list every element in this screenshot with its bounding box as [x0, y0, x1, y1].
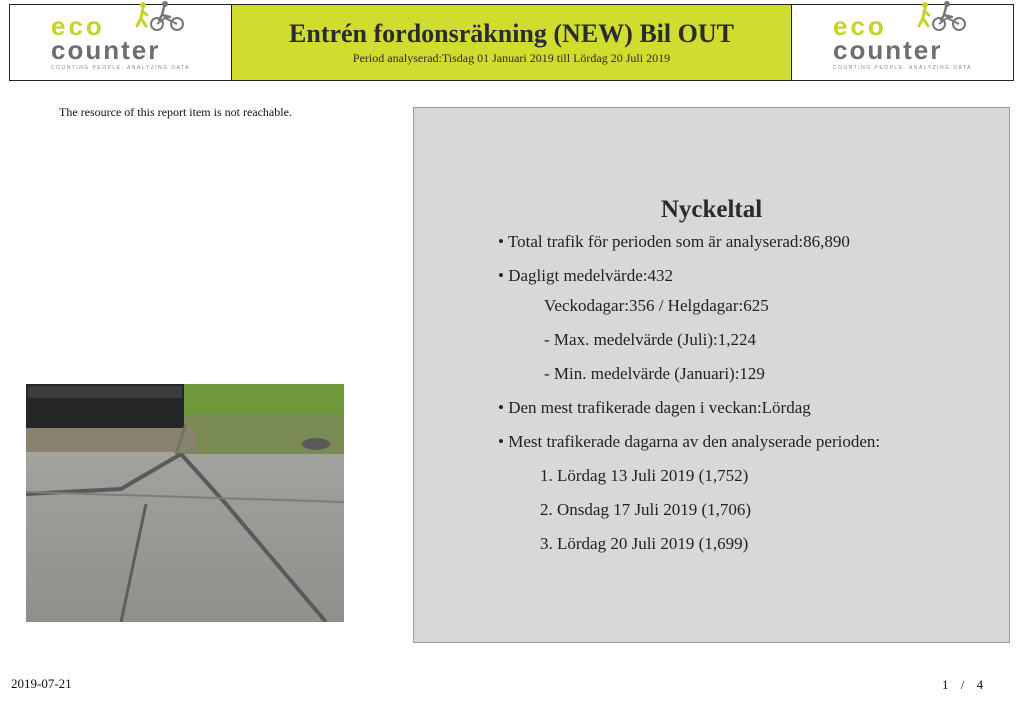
- page-separator: /: [960, 677, 965, 692]
- page-total: 4: [976, 677, 984, 692]
- list-item: [498, 266, 673, 286]
- report-subtitle: Period analyserad:Tisdag 01 Januari 2019 till Lördag 20 Juli 2019: [352, 51, 671, 65]
- list-item: - Max. medelvärde (Juli):1,224: [544, 330, 756, 349]
- walker-cyclist-icon: [917, 0, 973, 34]
- report-title: Entrén fordonsräkning (NEW) Bil OUT: [289, 19, 734, 48]
- eco-counter-logo-right: [791, 5, 1013, 80]
- list-item: [498, 432, 880, 452]
- list-item: Veckodagar:356 / Helgdagar:625: [544, 296, 769, 315]
- logo-counter-text: counter: [832, 35, 943, 65]
- logo-counter-text: counter: [50, 35, 161, 65]
- bullet: •: [498, 432, 504, 451]
- item-text: Den mest trafikerade dagen i veckan:Lördag: [508, 398, 811, 417]
- bullet: •: [498, 232, 504, 251]
- bullet: •: [498, 266, 504, 285]
- logo-tagline: COUNTING PEOPLE, ANALYZING DATA: [832, 65, 973, 71]
- title-box: [232, 5, 791, 80]
- list-item: 1. Lördag 13 Juli 2019 (1,752): [540, 466, 749, 485]
- logo: [50, 11, 191, 71]
- bullet: •: [498, 398, 504, 417]
- logo-eco-text: eco: [832, 11, 887, 41]
- logo-eco-text: eco: [50, 11, 105, 41]
- unreachable-message: The resource of this report item is not reachable.: [59, 105, 292, 119]
- page-current: 1: [942, 677, 949, 692]
- list-item: 2. Onsdag 17 Juli 2019 (1,706): [540, 500, 752, 519]
- list-item: 3. Lördag 20 Juli 2019 (1,699): [540, 534, 749, 553]
- eco-counter-logo-left: [10, 5, 232, 80]
- item-text: Total trafik för perioden som är analyserad:86,890: [507, 232, 850, 251]
- key-figures-panel: [413, 107, 1010, 643]
- list-item: - Min. medelvärde (Januari):129: [544, 364, 765, 383]
- walker-cyclist-icon: [135, 0, 191, 34]
- site-photo: [26, 384, 344, 622]
- logo: [832, 11, 973, 71]
- logo-tagline: COUNTING PEOPLE, ANALYZING DATA: [50, 65, 191, 71]
- footer-date: 2019-07-21: [11, 676, 72, 691]
- page-number: [942, 677, 983, 693]
- item-text: Dagligt medelvärde:432: [508, 266, 673, 285]
- list-item: [498, 232, 850, 252]
- item-text: Mest trafikerade dagarna av den analyserade perioden:: [508, 432, 881, 451]
- panel-title: Nyckeltal: [660, 196, 763, 223]
- report-header: [9, 4, 1014, 81]
- list-item: [498, 398, 811, 418]
